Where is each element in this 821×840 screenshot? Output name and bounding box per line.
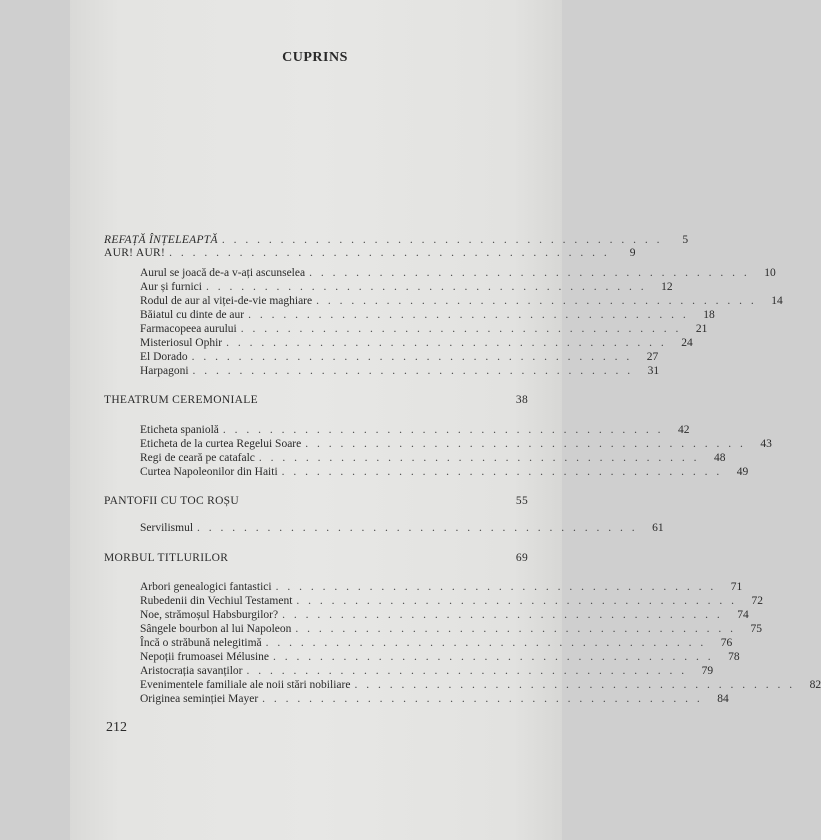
toc-leader-dots: . . . . . . . . . . . . . . . . . . . . . . . . . . . . . . . . . . . . . . — [192, 365, 634, 377]
toc-leader-dots: . . . . . . . . . . . . . . . . . . . . . . . . . . . . . . . . . . . . . . — [275, 581, 717, 593]
toc-label: Sângele bourbon al lui Napoleon — [140, 623, 292, 635]
toc-entry — [140, 336, 693, 350]
toc-entry — [140, 521, 664, 535]
toc-label: El Dorado — [140, 351, 188, 363]
toc-leader-dots: . . . . . . . . . . . . . . . . . . . . . . . . . . . . . . . . . . . . . . — [281, 466, 723, 478]
toc-label: Noe, strămoșul Habsburgilor? — [140, 609, 279, 621]
toc-page-number: 14 — [771, 295, 783, 307]
toc-label: Regi de ceară pe catafalc — [140, 452, 255, 464]
toc-leader-dots: . . . . . . . . . . . . . . . . . . . . . . . . . . . . . . . . . . . . . . — [309, 267, 750, 279]
toc-entry — [140, 350, 659, 364]
toc-section — [104, 494, 528, 508]
toc-label: PANTOFII CU TOC ROȘU — [104, 495, 239, 507]
toc-label: AUR! AUR! — [104, 247, 166, 259]
toc-label: Rubedenii din Vechiul Testament — [140, 595, 293, 607]
toc-page-number: 82 — [809, 679, 821, 691]
toc-page-number: 79 — [701, 665, 714, 677]
toc-label: Evenimentele familiale ale noii stări nobiliare — [140, 679, 351, 691]
toc-entry — [140, 266, 776, 280]
toc-page-number: 43 — [760, 438, 772, 450]
toc-leader-dots: . . . . . . . . . . . . . . . . . . . . . . . . . . . . . . . . . . . . . . — [295, 623, 737, 635]
toc-entry — [140, 322, 708, 336]
toc-leader-dots: . . . . . . . . . . . . . . . . . . . . . . . . . . . . . . . . . . . . . . — [305, 438, 746, 450]
toc-page-number: 48 — [714, 452, 726, 464]
toc-page-number: 55 — [515, 495, 528, 507]
toc-entry — [140, 622, 763, 636]
toc-leader-dots: . . . . . . . . . . . . . . . . . . . . . . . . . . . . . . . . . . . . . . — [240, 323, 682, 335]
toc-entry — [140, 437, 772, 451]
toc-page-number: 76 — [720, 637, 733, 649]
toc-leader-dots: . . . . . . . . . . . . . . . . . . . . . . . . . . . . . . . . . . . . . . — [205, 281, 647, 293]
toc-leader-dots: . . . . . . . . . . . . . . . . . . . . . . . . . . . . . . . . . . . . . . — [282, 609, 723, 621]
toc-leader-dots: . . . . . . . . . . . . . . . . . . . . . . . . . . . . . . . . . . . . . . — [354, 679, 796, 691]
toc-label: Eticheta de la curtea Regelui Soare — [140, 438, 302, 450]
toc-leader-dots: . . . . . . . . . . . . . . . . . . . . . . . . . . . . . . . . . . . . . . — [248, 309, 689, 321]
toc-label: Curtea Napoleonilor din Haiti — [140, 466, 278, 478]
toc-entry — [140, 594, 764, 608]
toc-label: Aristocrația savanților — [140, 665, 243, 677]
toc-page-number: 12 — [661, 281, 673, 293]
toc-entry — [140, 678, 821, 692]
toc-entry — [140, 636, 733, 650]
toc-label: MORBUL TITLURILOR — [104, 552, 229, 564]
toc-leader-dots: . . . . . . . . . . . . . . . . . . . . . . . . . . . . . . . . . . . . . . — [262, 693, 703, 705]
toc-leader-dots: . . . . . . . . . . . . . . . . . . . . . . . . . . . . . . . . . . . . . . — [246, 665, 688, 677]
toc-label: Aurul se joacă de-a v-ați ascunselea — [140, 267, 306, 279]
toc-entry — [140, 364, 660, 378]
toc-label: Farmacopeea aurului — [140, 323, 237, 335]
toc-leader-dots: . . . . . . . . . . . . . . . . . . . . . . . . . . . . . . . . . . . . . . — [169, 247, 610, 259]
toc-label: Originea seminției Mayer — [140, 693, 259, 705]
toc-entry — [140, 608, 749, 622]
toc-label: Încă o străbună nelegitimă — [140, 637, 262, 649]
toc-page-number: 5 — [682, 234, 689, 246]
toc-label: Servilismul — [140, 522, 194, 534]
toc-page-number: 61 — [652, 522, 664, 534]
toc-leader-dots: . . . . . . . . . . . . . . . . . . . . . . . . . . . . . . . . . . . . . . — [296, 595, 738, 607]
toc-entry — [140, 692, 729, 706]
toc-page-number: 24 — [681, 337, 693, 349]
toc-leader-dots: . . . . . . . . . . . . . . . . . . . . . . . . . . . . . . . . . . . . . . — [191, 351, 633, 363]
toc-entry — [140, 294, 783, 308]
toc-page-number: 10 — [764, 267, 776, 279]
toc-leader-dots: . . . . . . . . . . . . . . . . . . . . . . . . . . . . . . . . . . . . . . — [222, 424, 664, 436]
toc-label: THEATRUM CEREMONIALE — [104, 394, 258, 406]
toc-section — [104, 233, 689, 247]
toc-label: REFAȚĂ ÎNȚELEAPTĂ — [104, 234, 218, 246]
toc-page-number: 42 — [678, 424, 690, 436]
toc-page-number: 21 — [695, 323, 708, 335]
toc-page-number: 31 — [647, 365, 660, 377]
toc-leader-dots: . . . . . . . . . . . . . . . . . . . . . . . . . . . . . . . . . . . . . . — [221, 234, 663, 246]
toc-entry — [140, 664, 714, 678]
toc-entry — [140, 580, 743, 594]
toc-section — [104, 246, 636, 260]
toc-leader-dots: . . . . . . . . . . . . . . . . . . . . . . . . . . . . . . . . . . . . . . — [226, 337, 667, 349]
toc-page-number: 72 — [751, 595, 764, 607]
toc-page-number: 71 — [730, 581, 743, 593]
toc-leader-dots: . . . . . . . . . . . . . . . . . . . . . . . . . . . . . . . . . . . . . . — [197, 522, 638, 534]
toc-entry — [140, 280, 673, 294]
toc-page-number: 49 — [736, 466, 749, 478]
toc-page-number: 9 — [629, 247, 636, 259]
toc-page-number: 69 — [515, 552, 528, 564]
toc-label: Misteriosul Ophir — [140, 337, 223, 349]
toc-entry — [140, 451, 726, 465]
toc-page-number: 78 — [728, 651, 740, 663]
toc-section — [104, 393, 528, 407]
page-title: CUPRINS — [282, 50, 348, 65]
page-number: 212 — [106, 720, 127, 735]
toc-leader-dots: . . . . . . . . . . . . . . . . . . . . . . . . . . . . . . . . . . . . . . — [265, 637, 707, 649]
toc-label: Eticheta spaniolă — [140, 424, 219, 436]
toc-leader-dots: . . . . . . . . . . . . . . . . . . . . . . . . . . . . . . . . . . . . . . — [258, 452, 700, 464]
toc-page-number: 75 — [750, 623, 763, 635]
toc-page-number: 18 — [703, 309, 715, 321]
toc-leader-dots: . . . . . . . . . . . . . . . . . . . . . . . . . . . . . . . . . . . . . . — [273, 651, 714, 663]
toc-entry — [140, 308, 715, 322]
toc-label: Rodul de aur al viței-de-vie maghiare — [140, 295, 313, 307]
toc-label: Nepoții frumoasei Mélusine — [140, 651, 270, 663]
toc-label: Aur și furnici — [140, 281, 202, 293]
toc-leader-dots: . . . . . . . . . . . . . . . . . . . . . . . . . . . . . . . . . . . . . . — [316, 295, 757, 307]
toc-page-number: 74 — [737, 609, 749, 621]
page-paper — [70, 0, 562, 840]
toc-label: Harpagoni — [140, 365, 189, 377]
toc-page-number: 38 — [515, 394, 528, 406]
toc-entry — [140, 423, 690, 437]
toc-page-number: 27 — [646, 351, 659, 363]
toc-entry — [140, 650, 740, 664]
toc-page-number: 84 — [717, 693, 729, 705]
toc-label: Arbori genealogici fantastici — [140, 581, 272, 593]
toc-entry — [140, 465, 749, 479]
toc-section — [104, 551, 528, 565]
toc-label: Băiatul cu dinte de aur — [140, 309, 245, 321]
